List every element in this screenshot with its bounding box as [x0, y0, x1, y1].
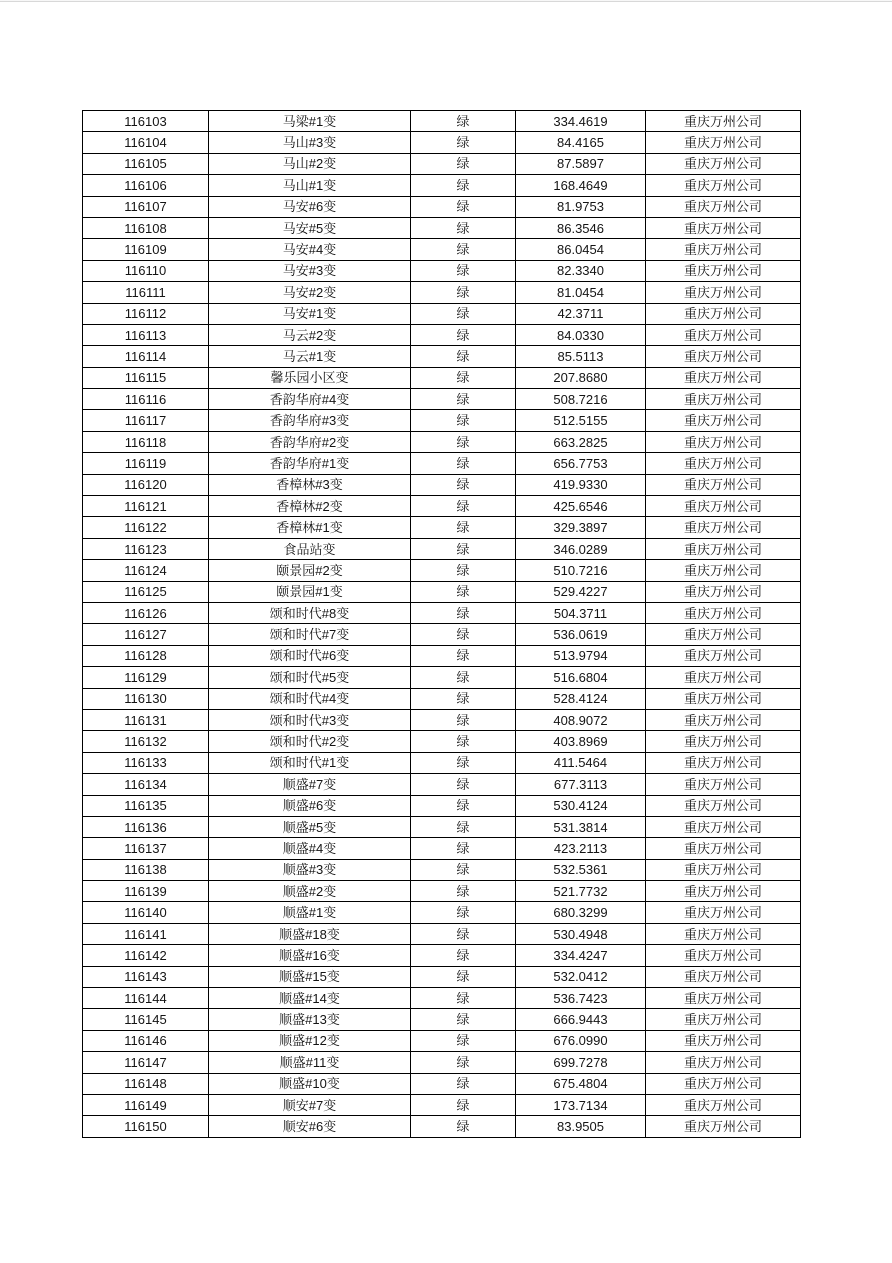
- status-cell: 绿: [411, 367, 516, 388]
- value-cell: 84.4165: [516, 132, 646, 153]
- row-id-cell: 116117: [83, 410, 209, 431]
- status-cell: 绿: [411, 988, 516, 1009]
- station-name-cell: 马安#3变: [209, 260, 411, 281]
- status-cell: 绿: [411, 153, 516, 174]
- table-row: [83, 859, 801, 880]
- row-id-cell: 116143: [83, 966, 209, 987]
- row-id-cell: 116120: [83, 474, 209, 495]
- station-name-cell: 颂和时代#5变: [209, 667, 411, 688]
- table-row: [83, 324, 801, 345]
- row-id-cell: 116121: [83, 496, 209, 517]
- row-id-cell: 116145: [83, 1009, 209, 1030]
- status-cell: 绿: [411, 624, 516, 645]
- status-cell: 绿: [411, 902, 516, 923]
- row-id-cell: 116115: [83, 367, 209, 388]
- company-cell: 重庆万州公司: [646, 132, 801, 153]
- status-cell: 绿: [411, 217, 516, 238]
- status-cell: 绿: [411, 1030, 516, 1051]
- value-cell: 86.0454: [516, 239, 646, 260]
- table-row: [83, 560, 801, 581]
- station-name-cell: 马安#5变: [209, 217, 411, 238]
- table-row: [83, 217, 801, 238]
- row-id-cell: 116144: [83, 988, 209, 1009]
- row-id-cell: 116109: [83, 239, 209, 260]
- company-cell: 重庆万州公司: [646, 346, 801, 367]
- company-cell: 重庆万州公司: [646, 709, 801, 730]
- status-cell: 绿: [411, 560, 516, 581]
- company-cell: 重庆万州公司: [646, 816, 801, 837]
- station-name-cell: 顺盛#13变: [209, 1009, 411, 1030]
- company-cell: 重庆万州公司: [646, 431, 801, 452]
- value-cell: 676.0990: [516, 1030, 646, 1051]
- station-name-cell: 顺盛#4变: [209, 838, 411, 859]
- value-cell: 329.3897: [516, 517, 646, 538]
- status-cell: 绿: [411, 709, 516, 730]
- row-id-cell: 116118: [83, 431, 209, 452]
- station-name-cell: 香樟林#1变: [209, 517, 411, 538]
- value-cell: 83.9505: [516, 1116, 646, 1137]
- row-id-cell: 116114: [83, 346, 209, 367]
- row-id-cell: 116112: [83, 303, 209, 324]
- table-row: [83, 688, 801, 709]
- station-name-cell: 马梁#1变: [209, 111, 411, 132]
- company-cell: 重庆万州公司: [646, 602, 801, 623]
- status-cell: 绿: [411, 260, 516, 281]
- status-cell: 绿: [411, 431, 516, 452]
- row-id-cell: 116137: [83, 838, 209, 859]
- value-cell: 680.3299: [516, 902, 646, 923]
- station-name-cell: 顺安#7变: [209, 1094, 411, 1115]
- value-cell: 84.0330: [516, 324, 646, 345]
- station-name-cell: 顺盛#7变: [209, 774, 411, 795]
- station-name-cell: 顺盛#10变: [209, 1073, 411, 1094]
- row-id-cell: 116116: [83, 389, 209, 410]
- station-name-cell: 马云#2变: [209, 324, 411, 345]
- status-cell: 绿: [411, 881, 516, 902]
- row-id-cell: 116104: [83, 132, 209, 153]
- station-name-cell: 顺盛#5变: [209, 816, 411, 837]
- company-cell: 重庆万州公司: [646, 859, 801, 880]
- station-name-cell: 香樟林#3变: [209, 474, 411, 495]
- row-id-cell: 116108: [83, 217, 209, 238]
- station-name-cell: 顺盛#3变: [209, 859, 411, 880]
- status-cell: 绿: [411, 859, 516, 880]
- status-cell: 绿: [411, 410, 516, 431]
- station-name-cell: 顺盛#12变: [209, 1030, 411, 1051]
- value-cell: 512.5155: [516, 410, 646, 431]
- status-cell: 绿: [411, 816, 516, 837]
- station-name-cell: 颂和时代#6变: [209, 645, 411, 666]
- company-cell: 重庆万州公司: [646, 945, 801, 966]
- status-cell: 绿: [411, 132, 516, 153]
- station-name-cell: 香韵华府#1变: [209, 453, 411, 474]
- station-name-cell: 食品站变: [209, 538, 411, 559]
- station-name-cell: 顺盛#11变: [209, 1052, 411, 1073]
- table-row: [83, 602, 801, 623]
- table-row: [83, 1116, 801, 1137]
- company-cell: 重庆万州公司: [646, 517, 801, 538]
- status-cell: 绿: [411, 838, 516, 859]
- value-cell: 529.4227: [516, 581, 646, 602]
- company-cell: 重庆万州公司: [646, 324, 801, 345]
- status-cell: 绿: [411, 1009, 516, 1030]
- company-cell: 重庆万州公司: [646, 282, 801, 303]
- company-cell: 重庆万州公司: [646, 217, 801, 238]
- row-id-cell: 116113: [83, 324, 209, 345]
- row-id-cell: 116141: [83, 923, 209, 944]
- table-row: [83, 389, 801, 410]
- station-name-cell: 顺盛#6变: [209, 795, 411, 816]
- status-cell: 绿: [411, 324, 516, 345]
- value-cell: 513.9794: [516, 645, 646, 666]
- status-cell: 绿: [411, 111, 516, 132]
- value-cell: 532.0412: [516, 966, 646, 987]
- row-id-cell: 116142: [83, 945, 209, 966]
- value-cell: 419.9330: [516, 474, 646, 495]
- station-name-cell: 马安#1变: [209, 303, 411, 324]
- status-cell: 绿: [411, 453, 516, 474]
- station-name-cell: 顺盛#18变: [209, 923, 411, 944]
- row-id-cell: 116131: [83, 709, 209, 730]
- value-cell: 530.4124: [516, 795, 646, 816]
- value-cell: 532.5361: [516, 859, 646, 880]
- table-row: [83, 153, 801, 174]
- table-row: [83, 431, 801, 452]
- station-name-cell: 马云#1变: [209, 346, 411, 367]
- value-cell: 168.4649: [516, 175, 646, 196]
- company-cell: 重庆万州公司: [646, 175, 801, 196]
- company-cell: 重庆万州公司: [646, 560, 801, 581]
- company-cell: 重庆万州公司: [646, 496, 801, 517]
- table-row: [83, 624, 801, 645]
- station-name-cell: 马山#1变: [209, 175, 411, 196]
- value-cell: 521.7732: [516, 881, 646, 902]
- status-cell: 绿: [411, 645, 516, 666]
- table-row: [83, 945, 801, 966]
- table-row: [83, 1030, 801, 1051]
- status-cell: 绿: [411, 945, 516, 966]
- table-row: [83, 132, 801, 153]
- status-cell: 绿: [411, 966, 516, 987]
- company-cell: 重庆万州公司: [646, 795, 801, 816]
- station-name-cell: 顺盛#15变: [209, 966, 411, 987]
- row-id-cell: 116123: [83, 538, 209, 559]
- table-row: [83, 1094, 801, 1115]
- company-cell: 重庆万州公司: [646, 581, 801, 602]
- station-name-cell: 香韵华府#2变: [209, 431, 411, 452]
- row-id-cell: 116134: [83, 774, 209, 795]
- station-name-cell: 颂和时代#8变: [209, 602, 411, 623]
- row-id-cell: 116106: [83, 175, 209, 196]
- company-cell: 重庆万州公司: [646, 410, 801, 431]
- table-row: [83, 795, 801, 816]
- row-id-cell: 116147: [83, 1052, 209, 1073]
- row-id-cell: 116150: [83, 1116, 209, 1137]
- company-cell: 重庆万州公司: [646, 966, 801, 987]
- company-cell: 重庆万州公司: [646, 1094, 801, 1115]
- row-id-cell: 116139: [83, 881, 209, 902]
- table-row: [83, 1073, 801, 1094]
- value-cell: 510.7216: [516, 560, 646, 581]
- station-name-cell: 颂和时代#3变: [209, 709, 411, 730]
- row-id-cell: 116148: [83, 1073, 209, 1094]
- company-cell: 重庆万州公司: [646, 1073, 801, 1094]
- table-row: [83, 282, 801, 303]
- row-id-cell: 116140: [83, 902, 209, 923]
- status-cell: 绿: [411, 1052, 516, 1073]
- row-id-cell: 116122: [83, 517, 209, 538]
- status-cell: 绿: [411, 1116, 516, 1137]
- table-row: [83, 1009, 801, 1030]
- company-cell: 重庆万州公司: [646, 111, 801, 132]
- status-cell: 绿: [411, 346, 516, 367]
- value-cell: 346.0289: [516, 538, 646, 559]
- company-cell: 重庆万州公司: [646, 260, 801, 281]
- table-row: [83, 988, 801, 1009]
- table-row: [83, 474, 801, 495]
- table-row: [83, 881, 801, 902]
- document-page: [0, 1, 892, 1263]
- value-cell: 408.9072: [516, 709, 646, 730]
- station-name-cell: 颂和时代#1变: [209, 752, 411, 773]
- row-id-cell: 116119: [83, 453, 209, 474]
- table-row: [83, 517, 801, 538]
- table-row: [83, 731, 801, 752]
- value-cell: 423.2113: [516, 838, 646, 859]
- row-id-cell: 116125: [83, 581, 209, 602]
- status-cell: 绿: [411, 496, 516, 517]
- value-cell: 411.5464: [516, 752, 646, 773]
- table-row: [83, 1052, 801, 1073]
- company-cell: 重庆万州公司: [646, 389, 801, 410]
- row-id-cell: 116128: [83, 645, 209, 666]
- row-id-cell: 116107: [83, 196, 209, 217]
- status-cell: 绿: [411, 196, 516, 217]
- row-id-cell: 116110: [83, 260, 209, 281]
- status-cell: 绿: [411, 752, 516, 773]
- station-name-cell: 马山#3变: [209, 132, 411, 153]
- status-cell: 绿: [411, 581, 516, 602]
- value-cell: 85.5113: [516, 346, 646, 367]
- data-table: [82, 110, 801, 1138]
- table-row: [83, 966, 801, 987]
- value-cell: 81.9753: [516, 196, 646, 217]
- station-name-cell: 顺安#6变: [209, 1116, 411, 1137]
- company-cell: 重庆万州公司: [646, 902, 801, 923]
- value-cell: 536.0619: [516, 624, 646, 645]
- table-row: [83, 196, 801, 217]
- value-cell: 675.4804: [516, 1073, 646, 1094]
- station-name-cell: 香韵华府#4变: [209, 389, 411, 410]
- row-id-cell: 116111: [83, 282, 209, 303]
- row-id-cell: 116126: [83, 602, 209, 623]
- status-cell: 绿: [411, 175, 516, 196]
- value-cell: 504.3711: [516, 602, 646, 623]
- status-cell: 绿: [411, 774, 516, 795]
- status-cell: 绿: [411, 474, 516, 495]
- company-cell: 重庆万州公司: [646, 1009, 801, 1030]
- table-row: [83, 581, 801, 602]
- value-cell: 531.3814: [516, 816, 646, 837]
- company-cell: 重庆万州公司: [646, 667, 801, 688]
- value-cell: 87.5897: [516, 153, 646, 174]
- table-row: [83, 239, 801, 260]
- company-cell: 重庆万州公司: [646, 367, 801, 388]
- value-cell: 334.4619: [516, 111, 646, 132]
- company-cell: 重庆万州公司: [646, 196, 801, 217]
- station-name-cell: 颂和时代#4变: [209, 688, 411, 709]
- status-cell: 绿: [411, 538, 516, 559]
- row-id-cell: 116127: [83, 624, 209, 645]
- company-cell: 重庆万州公司: [646, 838, 801, 859]
- company-cell: 重庆万州公司: [646, 923, 801, 944]
- status-cell: 绿: [411, 303, 516, 324]
- status-cell: 绿: [411, 1073, 516, 1094]
- station-name-cell: 顺盛#16变: [209, 945, 411, 966]
- station-name-cell: 马山#2变: [209, 153, 411, 174]
- row-id-cell: 116135: [83, 795, 209, 816]
- company-cell: 重庆万州公司: [646, 774, 801, 795]
- row-id-cell: 116149: [83, 1094, 209, 1115]
- table-row: [83, 709, 801, 730]
- table-row: [83, 774, 801, 795]
- station-name-cell: 香樟林#2变: [209, 496, 411, 517]
- status-cell: 绿: [411, 688, 516, 709]
- table-row: [83, 902, 801, 923]
- company-cell: 重庆万州公司: [646, 988, 801, 1009]
- table-row: [83, 260, 801, 281]
- status-cell: 绿: [411, 602, 516, 623]
- table-row: [83, 453, 801, 474]
- company-cell: 重庆万州公司: [646, 881, 801, 902]
- table-row: [83, 645, 801, 666]
- value-cell: 528.4124: [516, 688, 646, 709]
- row-id-cell: 116146: [83, 1030, 209, 1051]
- status-cell: 绿: [411, 795, 516, 816]
- status-cell: 绿: [411, 1094, 516, 1115]
- company-cell: 重庆万州公司: [646, 303, 801, 324]
- station-name-cell: 颂和时代#2变: [209, 731, 411, 752]
- company-cell: 重庆万州公司: [646, 1052, 801, 1073]
- table-row: [83, 346, 801, 367]
- station-name-cell: 马安#6变: [209, 196, 411, 217]
- company-cell: 重庆万州公司: [646, 239, 801, 260]
- company-cell: 重庆万州公司: [646, 688, 801, 709]
- company-cell: 重庆万州公司: [646, 474, 801, 495]
- row-id-cell: 116133: [83, 752, 209, 773]
- table-row: [83, 923, 801, 944]
- table-row: [83, 816, 801, 837]
- value-cell: 677.3113: [516, 774, 646, 795]
- company-cell: 重庆万州公司: [646, 453, 801, 474]
- status-cell: 绿: [411, 239, 516, 260]
- status-cell: 绿: [411, 731, 516, 752]
- company-cell: 重庆万州公司: [646, 1116, 801, 1137]
- status-cell: 绿: [411, 667, 516, 688]
- station-name-cell: 顺盛#14变: [209, 988, 411, 1009]
- table-row: [83, 667, 801, 688]
- table-row: [83, 367, 801, 388]
- value-cell: 656.7753: [516, 453, 646, 474]
- table-row: [83, 538, 801, 559]
- table-row: [83, 838, 801, 859]
- table-row: [83, 111, 801, 132]
- row-id-cell: 116105: [83, 153, 209, 174]
- row-id-cell: 116129: [83, 667, 209, 688]
- value-cell: 699.7278: [516, 1052, 646, 1073]
- row-id-cell: 116130: [83, 688, 209, 709]
- value-cell: 536.7423: [516, 988, 646, 1009]
- row-id-cell: 116136: [83, 816, 209, 837]
- company-cell: 重庆万州公司: [646, 153, 801, 174]
- value-cell: 425.6546: [516, 496, 646, 517]
- value-cell: 663.2825: [516, 431, 646, 452]
- row-id-cell: 116124: [83, 560, 209, 581]
- table-row: [83, 496, 801, 517]
- value-cell: 81.0454: [516, 282, 646, 303]
- station-name-cell: 顺盛#2变: [209, 881, 411, 902]
- table-row: [83, 175, 801, 196]
- table-body: [83, 111, 801, 1138]
- status-cell: 绿: [411, 517, 516, 538]
- company-cell: 重庆万州公司: [646, 538, 801, 559]
- station-name-cell: 马安#4变: [209, 239, 411, 260]
- row-id-cell: 116132: [83, 731, 209, 752]
- value-cell: 666.9443: [516, 1009, 646, 1030]
- station-name-cell: 马安#2变: [209, 282, 411, 303]
- station-name-cell: 顺盛#1变: [209, 902, 411, 923]
- value-cell: 403.8969: [516, 731, 646, 752]
- status-cell: 绿: [411, 282, 516, 303]
- company-cell: 重庆万州公司: [646, 731, 801, 752]
- table-row: [83, 303, 801, 324]
- value-cell: 173.7134: [516, 1094, 646, 1115]
- company-cell: 重庆万州公司: [646, 624, 801, 645]
- row-id-cell: 116138: [83, 859, 209, 880]
- value-cell: 42.3711: [516, 303, 646, 324]
- value-cell: 82.3340: [516, 260, 646, 281]
- station-name-cell: 馨乐园小区变: [209, 367, 411, 388]
- value-cell: 516.6804: [516, 667, 646, 688]
- value-cell: 207.8680: [516, 367, 646, 388]
- station-name-cell: 颂和时代#7变: [209, 624, 411, 645]
- status-cell: 绿: [411, 389, 516, 410]
- station-name-cell: 颐景园#2变: [209, 560, 411, 581]
- company-cell: 重庆万州公司: [646, 752, 801, 773]
- table-row: [83, 752, 801, 773]
- value-cell: 334.4247: [516, 945, 646, 966]
- value-cell: 508.7216: [516, 389, 646, 410]
- station-name-cell: 颐景园#1变: [209, 581, 411, 602]
- value-cell: 530.4948: [516, 923, 646, 944]
- company-cell: 重庆万州公司: [646, 645, 801, 666]
- value-cell: 86.3546: [516, 217, 646, 238]
- row-id-cell: 116103: [83, 111, 209, 132]
- status-cell: 绿: [411, 923, 516, 944]
- table-row: [83, 410, 801, 431]
- station-name-cell: 香韵华府#3变: [209, 410, 411, 431]
- company-cell: 重庆万州公司: [646, 1030, 801, 1051]
